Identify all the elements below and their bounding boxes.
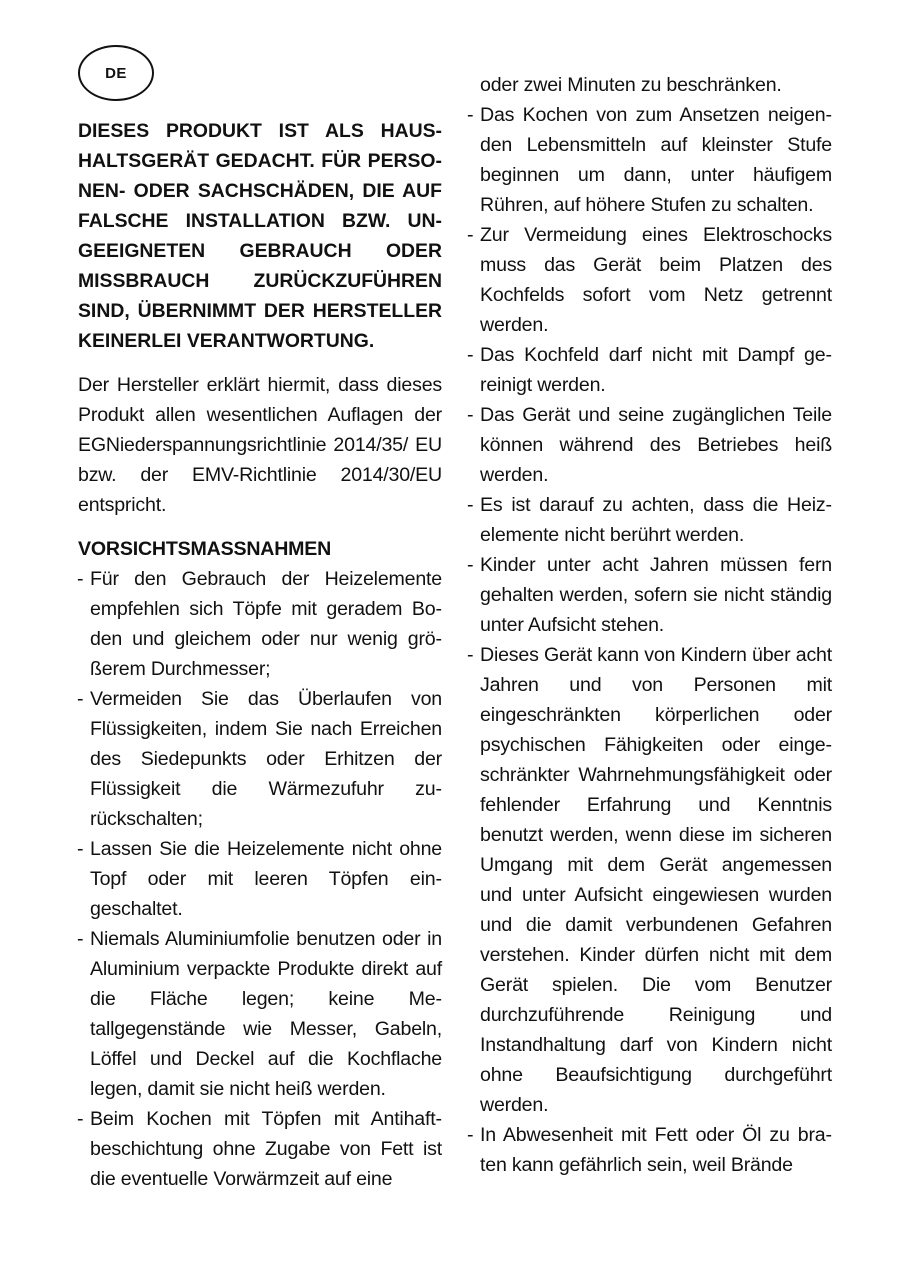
list-item: - Zur Vermeidung eines Elektroschocks muss das Gerät beim Platzen des Kochfelds sofort vom Netz getrennt werden. (468, 220, 832, 340)
list-item: - Es ist darauf zu achten, dass die Heizelemente nicht berührt werden. (468, 490, 832, 550)
list-item: - Kinder unter acht Jahren müssen fern gehalten werden, sofern sie nicht ständig unter Aufsicht stehen. (468, 550, 832, 640)
right-column (468, 70, 832, 1180)
list-item: - Für den Gebrauch der Heizelemente empfehlen sich Töpfe mit geradem Boden und gleichem oder nur wenig größerem Durchmesser; (78, 564, 442, 684)
list-item: - Niemals Aluminiumfolie benutzen oder in Aluminium verpackte Produkte direkt auf die Fläche legen; keine Metallgegenstände wie Messer, Gabeln, Löffel und Deckel auf die Kochflache legen, damit sie nicht heiß werden. (78, 924, 442, 1104)
list-item: - Das Kochfeld darf nicht mit Dampf gereinigt werden. (468, 340, 832, 400)
liability-warning: DIESES PRODUKT IST ALS HAUSHALTSGERÄT GEDACHT. FÜR PERSONEN- ODER SACHSCHÄDEN, DIE AUF FALSCHE INSTALLATION BZW. UNGEEIGNETEN GEBRAUCH ODER MISSBRAUCH ZURÜCKZUFÜHREN SIND, ÜBERNIMMT DER HERSTELLER KEINERLEI VERANTWORTUNG. (78, 120, 442, 352)
section-heading: VORSICHTSMASSNAHMEN (78, 538, 332, 560)
list-item: - Dieses Gerät kann von Kindern über acht Jahren und von Personen mit eingeschränkten körperlichen oder psychischen Fähigkeiten oder eingeschränkter Wahrnehmungsfähigkeit oder fehlender Erfahrung und Kenntnis benutzt werden, wenn diese im sicheren Umgang mit dem Gerät angemessen und unter Aufsicht eingewiesen wurden und die damit verbundenen Gefahren verstehen. Kinder dürfen nicht mit dem Gerät spielen. Die vom Benutzer durchzuführende Reinigung und Instandhaltung darf von Kindern nicht ohne Beaufsichtigung durchgeführt werden. (468, 640, 832, 1120)
conformity-declaration: Der Hersteller erklärt hiermit, dass dieses Produkt allen wesentlichen Auflagen der EGNiederspannungsrichtlinie 2014/35/ EU bzw. der EMV-Richtlinie 2014/30/EU entspricht. (78, 374, 442, 516)
left-column (78, 116, 442, 1194)
precautions-list-right (468, 100, 832, 1180)
list-item: - In Abwesenheit mit Fett oder Öl zu braten kann gefährlich sein, weil Brände (468, 1120, 832, 1180)
language-badge: DE (78, 45, 154, 101)
precautions-list-left (78, 564, 442, 1194)
list-item: - Das Kochen von zum Ansetzen neigenden Lebensmitteln auf kleinster Stufe beginnen um dann, unter häufigem Rühren, auf höhere Stufen zu schalten. (468, 100, 832, 220)
list-item: - Vermeiden Sie das Überlaufen von Flüssigkeiten, indem Sie nach Erreichen des Siedepunkts oder Erhitzen der Flüssigkeit die Wärmezufuhr zurückschalten; (78, 684, 442, 834)
list-item: - Beim Kochen mit Töpfen mit Antihaftbeschichtung ohne Zugabe von Fett ist die eventuelle Vorwärmzeit auf eine (78, 1104, 442, 1194)
list-item-continuation: oder zwei Minuten zu beschränken. (480, 74, 782, 96)
list-item: - Lassen Sie die Heizelemente nicht ohne Topf oder mit leeren Töpfen eingeschaltet. (78, 834, 442, 924)
list-item: - Das Gerät und seine zugänglichen Teile können während des Betriebes heiß werden. (468, 400, 832, 490)
